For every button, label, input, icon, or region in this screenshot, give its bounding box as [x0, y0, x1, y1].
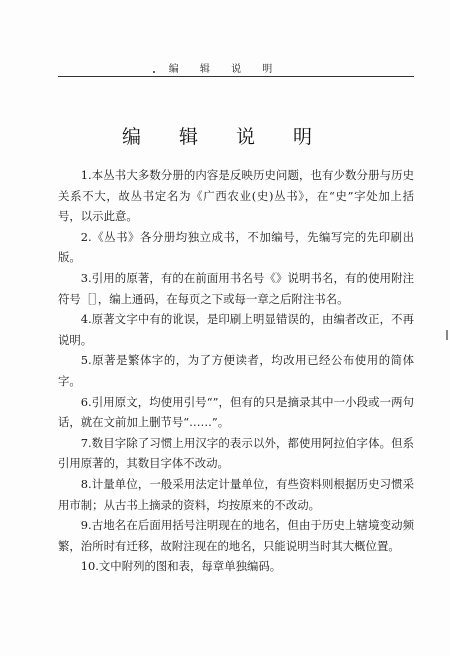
header-rule [58, 76, 414, 77]
header-dot-mark [153, 71, 155, 73]
running-header: 编 辑 说 明 [168, 64, 282, 75]
item-9: 9.古地名在后面用括号注明现在的地名，但由于历史上辖境变动频繁，治所时有迁移，故附注现在的地名，只能说明当时其大概位置。 [58, 518, 414, 553]
item-8: 8.计量单位，一般采用法定计量单位，有些资料则根据历史习惯采用市制；从古书上摘录的资料，均按原来的不改动。 [58, 476, 414, 512]
item-4: 4.原著文字中有的讹误，是印刷上明显错误的，由编者改正，不再说明。 [58, 312, 414, 347]
edge-mark [446, 330, 448, 340]
item-6: 6.引用原文，均使用引号“”，但有的只是摘录其中一小段或一两句话，就在文前加上删节号“……”。 [58, 394, 414, 430]
item-7: 7.数目字除了习惯上用汉字的表示以外，都使用阿拉伯字体。但系引用原著的，其数目字体不改动。 [58, 435, 414, 471]
page-title: 编 辑 说 明 [121, 126, 329, 148]
item-5: 5.原著是繁体字的，为了方便读者，均改用已经公布使用的简体字。 [58, 353, 414, 388]
item-3: 3.引用的原著，有的在前面用书名号《》说明书名，有的使用附注符号［］，编上通码，在每页之下或每一章之后附注书名。 [58, 270, 414, 306]
body-text [58, 165, 414, 577]
item-10: 10.文中附列的图和表，每章单独编码。 [80, 559, 282, 574]
item-2: 2.《丛书》各分册均独立成书，不加编号，先编写完的先印刷出版。 [58, 229, 414, 265]
item-1: 1.本丛书大多数分册的内容是反映历史问题，也有少数分册与历史关系不大，故丛书定名为《广西农业(史)丛书》，在“史”字处加上括号，以示此意。 [58, 168, 414, 224]
